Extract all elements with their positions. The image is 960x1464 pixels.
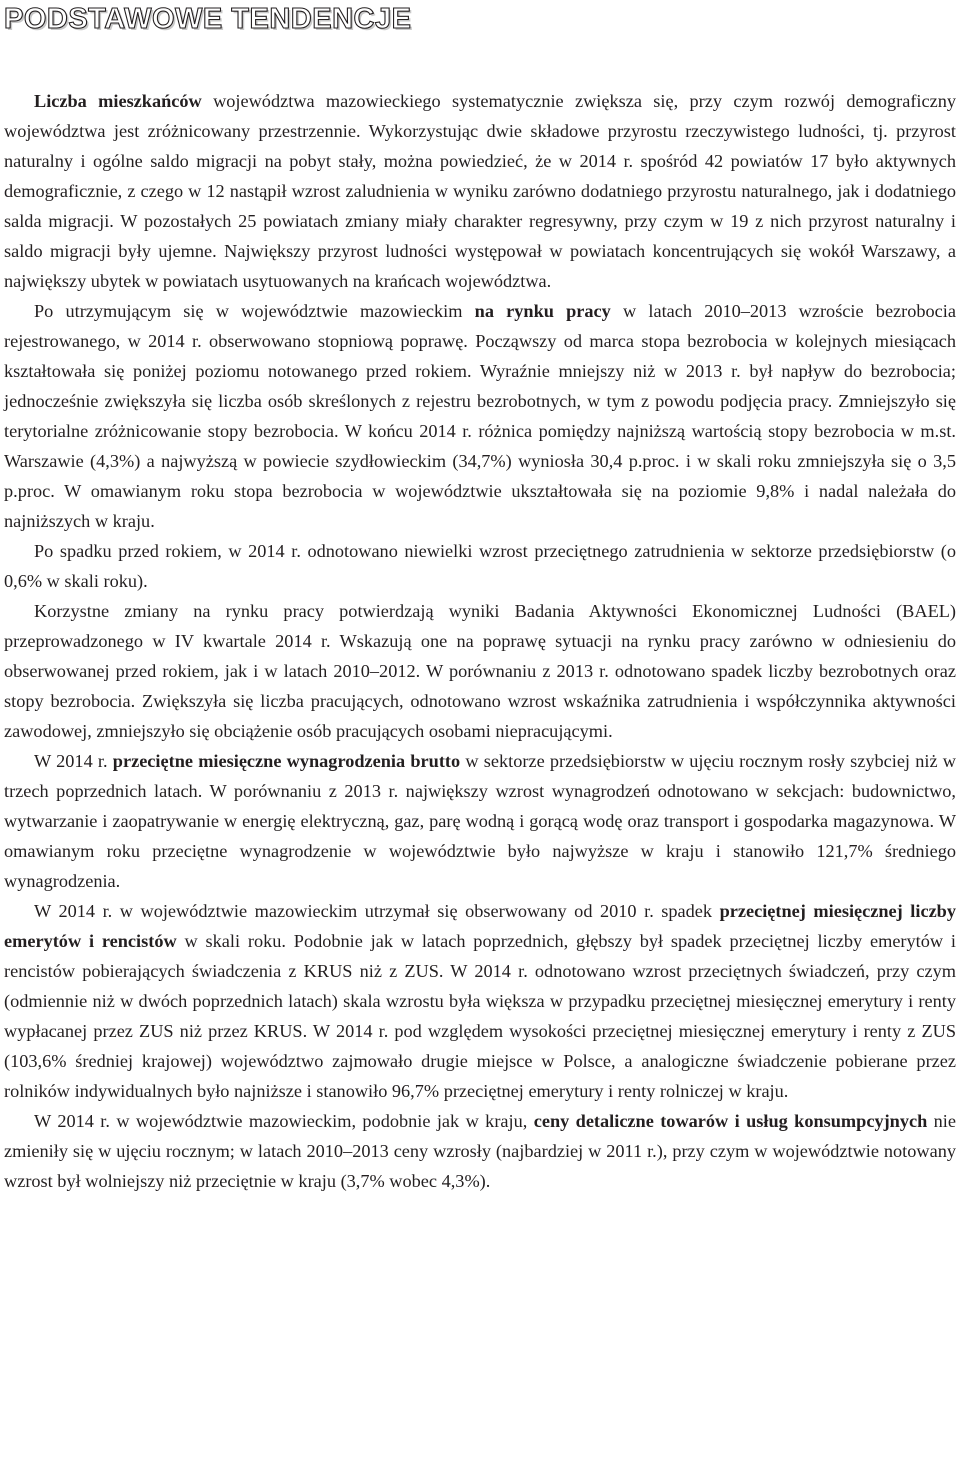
body-text	[4, 86, 956, 1196]
paragraph-text: nie zmieniły się w ujęciu rocznym; w latach 2010–2013 ceny wzrosły (najbardziej w 2011 r.), przy czym w województwie notowany wzrost był wolniejszy niż przeciętnie w kraju (3,7% wobec 4,3%).	[4, 1111, 956, 1191]
paragraph-pensioners	[4, 896, 956, 1106]
paragraph-text: W 2014 r. w województwie mazowieckim utrzymał się obserwowany od 2010 r. spadek	[34, 901, 720, 921]
paragraph-text-bold: na rynku pracy	[474, 301, 611, 321]
paragraph-bael	[4, 596, 956, 746]
paragraph-text: W 2014 r. w województwie mazowieckim, podobnie jak w kraju,	[34, 1111, 534, 1131]
paragraph-text-bold: przeciętne miesięczne wynagrodzenia brutto	[112, 751, 461, 771]
paragraph-population	[4, 86, 956, 296]
paragraph-text-bold: Liczba mieszkańców	[34, 91, 202, 111]
paragraph-prices	[4, 1106, 956, 1196]
paragraph-text-bold: ceny detaliczne towarów i usług konsumpcyjnych	[533, 1111, 928, 1131]
paragraph-text: Po utrzymującym się w województwie mazowieckim	[34, 301, 475, 321]
paragraph-labour-market	[4, 296, 956, 536]
paragraph-text: Korzystne zmiany na rynku pracy potwierdzają wyniki Badania Aktywności Ekonomicznej Ludności (BAEL) przeprowadzonego w IV kwartale 2014 r. Wskazują one na poprawę sytuacji na rynku pracy zarówno w odniesieniu do obserwowanej przed rokiem, jak i w latach 2010–2012. W porównaniu z 2013 r. odnotowano spadek liczby bezrobotnych oraz stopy bezrobocia. Zwiększyła się liczba pracujących, odnotowano wzrost wskaźnika zatrudnienia i współczynnika aktywności zawodowej, zmniejszyło się obciążenie osób pracujących osobami niepracującymi.	[4, 601, 956, 741]
paragraph-text: Po spadku przed rokiem, w 2014 r. odnotowano niewielki wzrost przeciętnego zatrudnienia w sektorze przedsiębiorstw (o 0,6% w skali roku).	[4, 541, 956, 591]
paragraph-text: województwa mazowieckiego systematycznie zwiększa się, przy czym rozwój demograficzny województwa jest zróżnicowany przestrzennie. Wykorzystując dwie składowe przyrostu rzeczywistego ludności, tj. przyrost naturalny i ogólne saldo migracji na pobyt stały, można powiedzieć, że w 2014 r. spośród 42 powiatów 17 było aktywnych demograficznie, z czego w 12 nastąpił wzrost zaludnienia w wyniku zarówno dodatniego przyrostu naturalnego, jak i dodatniego salda migracji. W pozostałych 25 powiatach zmiany miały charakter regresywny, przy czym w 19 z nich przyrost naturalny i saldo migracji były ujemne. Największy przyrost ludności występował w powiatach koncentrujących się wokół Warszawy, a największy ubytek w powiatach usytuowanych na krańcach województwa.	[4, 91, 956, 291]
paragraph-text: w sektorze przedsiębiorstw w ujęciu rocznym rosły szybciej niż w trzech poprzednich latach. W porównaniu z 2013 r. największy wzrost wynagrodzeń odnotowano w sekcjach: budownictwo, wytwarzanie i zaopatrywanie w energię elektryczną, gaz, parę wodną i gorącą wodę oraz transport i gospodarka magazynowa. W omawianym roku przeciętne wynagrodzenie w województwie było najwyższe w kraju i stanowiło 121,7% średniego wynagrodzenia.	[4, 751, 956, 891]
paragraph-employment	[4, 536, 956, 596]
paragraph-text: w skali roku. Podobnie jak w latach poprzednich, głębszy był spadek przeciętnej liczby emerytów i rencistów pobierających świadczenia z KRUS niż z ZUS. W 2014 r. odnotowano wzrost przeciętnych świadczeń, przy czym (odmiennie niż w dwóch poprzednich latach) skala wzrostu była większa w przypadku przeciętnej miesięcznej emerytury i renty wypłacanej przez ZUS niż przez KRUS. W 2014 r. pod względem wysokości przeciętnej miesięcznej emerytury i renty z ZUS (103,6% średniej krajowej) województwo zajmowało drugie miejsce w Polsce, a analogiczne świadczenie pobierane przez rolników indywidualnych było najniższe i stanowiło 96,7% przeciętnej emerytury i renty rolniczej w kraju.	[4, 931, 956, 1101]
paragraph-text-bold: przeciętnej miesięcznej liczby emerytów i rencistów	[4, 901, 956, 951]
paragraph-text: w latach 2010–2013 wzroście bezrobocia rejestrowanego, w 2014 r. obserwowano stopniową poprawę. Począwszy od marca stopa bezrobocia w kolejnych miesiącach kształtowała się poniżej poziomu notowanego przed rokiem. Wyraźnie mniejszy niż w 2013 r. był napływ do bezrobocia; jednocześnie zwiększyła się liczba osób skreślonych z rejestru bezrobotnych, w tym z powodu podjęcia pracy. Zmniejszyło się terytorialne zróżnicowanie stopy bezrobocia. W końcu 2014 r. różnica pomiędzy najniższą wartością stopy bezrobocia w m.st. Warszawie (4,3%) a najwyższą w powiecie szydłowieckim (34,7%) wyniosła 30,4 p.proc. i w skali roku zmniejszyła się o 3,5 p.proc. W omawianym roku stopa bezrobocia w województwie ukształtowała się na poziomie 9,8% i nadal należała do najniższych w kraju.	[4, 301, 956, 531]
section-title: PODSTAWOWE TENDENCJE	[4, 3, 412, 35]
paragraph-wages	[4, 746, 956, 896]
paragraph-text: W 2014 r.	[34, 751, 113, 771]
